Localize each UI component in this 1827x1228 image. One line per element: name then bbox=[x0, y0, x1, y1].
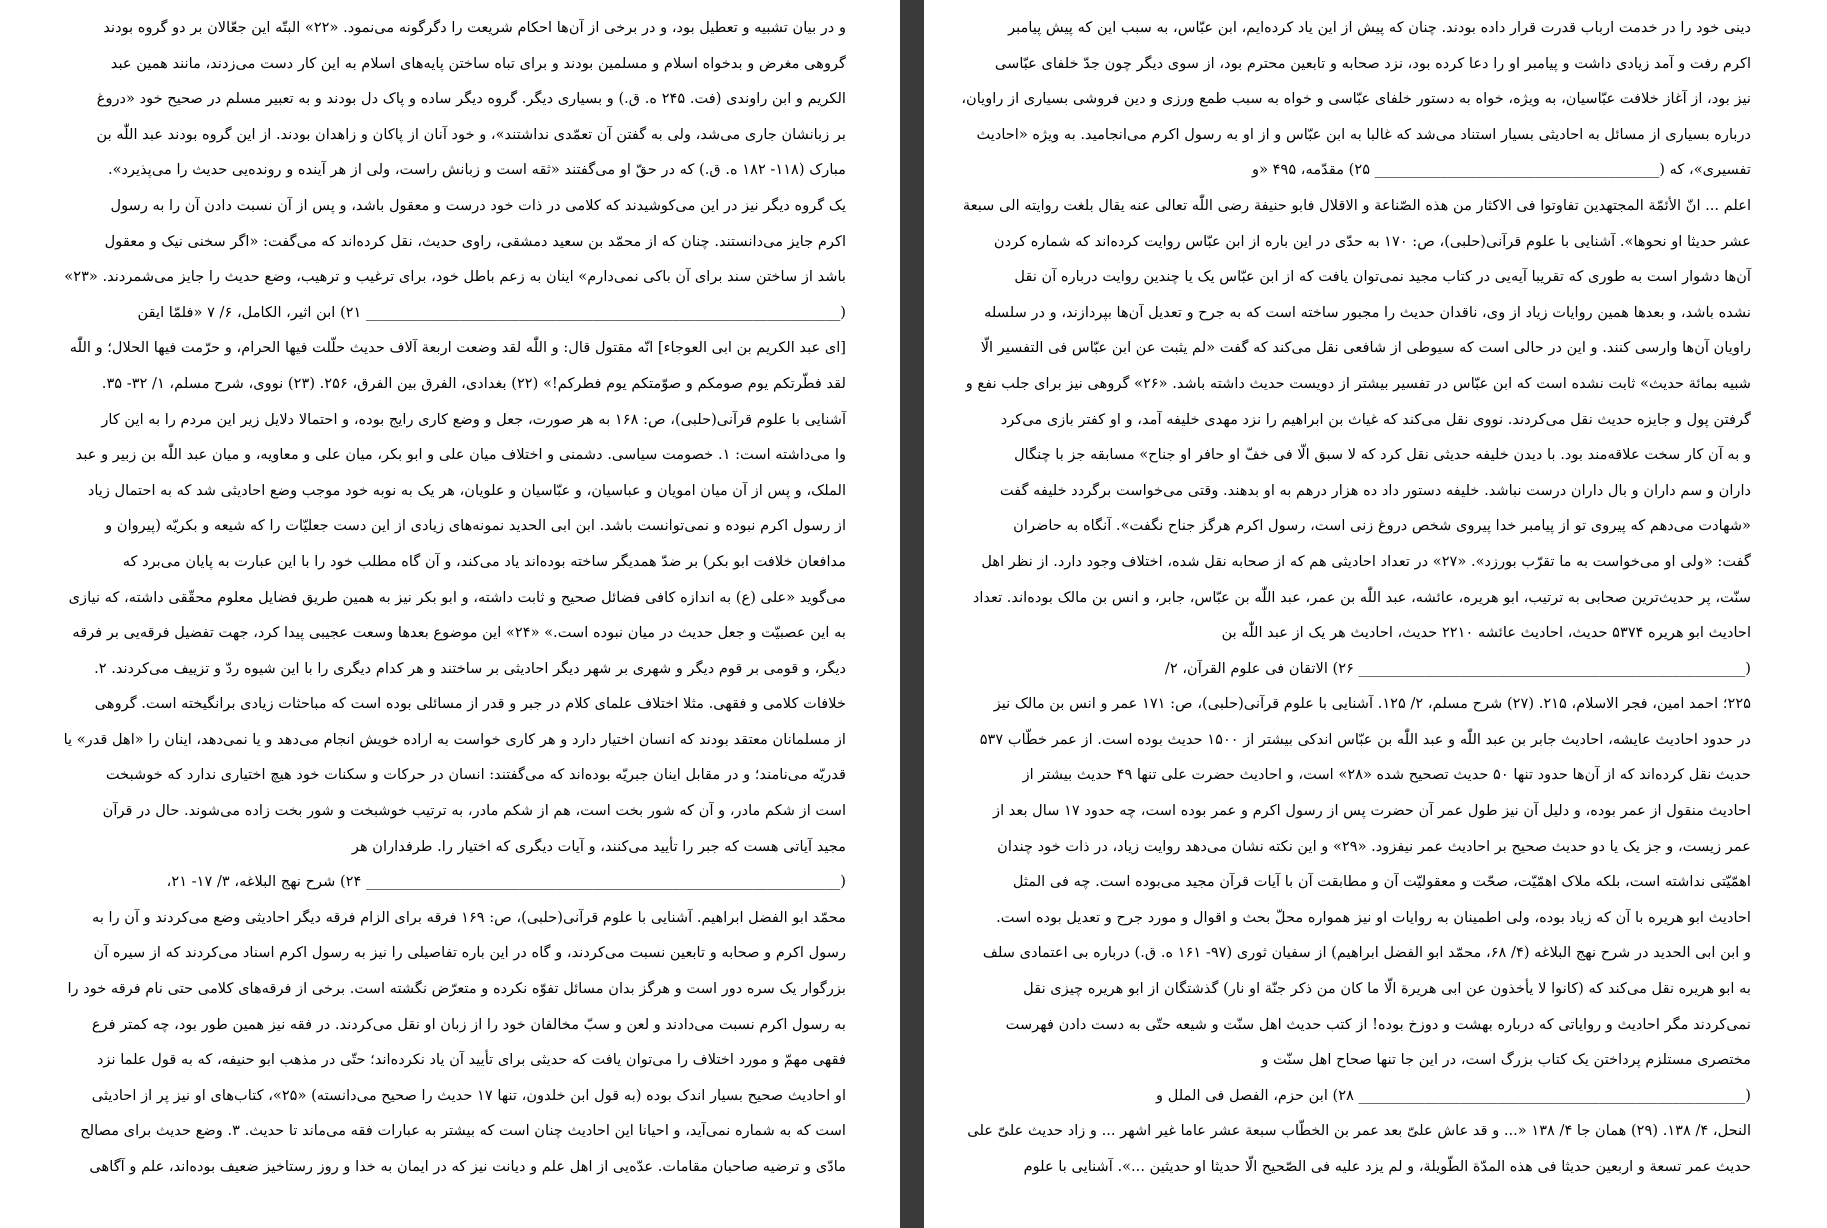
text-line: باشد از ساختن سند برای آن باکی نمی‌دارم» اینان به زعم باطل خود، برای ترغیب و ترهیب، وضع حدیث را جایز می‌شمردند. «۲۳» bbox=[64, 268, 846, 286]
text-line: عشر حدیثا او نحوها». آشنایی با علوم قرآنی(حلبی)، ص: ۱۷۰ به حدّی در این باره از ابن عبّاس روایت کرده‌اند که شماره کردن bbox=[993, 232, 1751, 250]
text-line: بر زبانشان جاری می‌شد، ولی به گفتن آن تعمّدی نداشتند»، و خود آنان از پاکان و زاهدان بودند. از این گروه بودند عبد اللّٰه بن bbox=[96, 125, 846, 143]
text-line: گروهی مغرض و بدخواه اسلام و مسلمین بودند و برای تباه ساختن پایه‌های اسلام به این کار دست می‌زدند، مانند همین عبد bbox=[110, 54, 846, 72]
text-line: (_________________________________________________________________ ۲۱) ابن اثیر، الکامل، ۶/ ۷ «فلمّا ایقن bbox=[137, 303, 846, 321]
text-line: النحل، ۴/ ۱۳۸. (۲۹) همان جا ۴/ ۱۳۸ «... و قد عاش علیّ بعد عمر بن الخطّاب سبعة عشر عاما غیر اشهر ... و زاد حدیث علیّ علی bbox=[967, 1122, 1751, 1140]
right-page bbox=[924, 0, 1827, 1228]
text-line: لقد فطّرتکم یوم صومکم و صوّمتکم یوم فطرکم!» (۲۲) بغدادی، الفرق بین الفرق، ۲۵۶. (۲۳) نووی، شرح مسلم، ۱/ ۳۲- ۳۵. bbox=[101, 374, 846, 392]
text-line: در حدود احادیث عایشه، احادیث جابر بن عبد اللّٰه و عبد اللّٰه بن عبّاس اندکی بیشتر از ۱۵۰۰ حدیث بوده است. از عمر خطّاب ۵۳۷ bbox=[979, 730, 1751, 748]
text-line: از مسلمانان معتقد بودند که انسان اختیار دارد و هر کاری خواست به اراده خویش انجام می‌دهد و یا نمی‌دهد، اینان را «اهل قدر» یا bbox=[63, 730, 846, 748]
text-line: خلافات کلامی و فقهی. مثلا اختلاف علمای کلام در جبر و قدر از مسائلی بوده است که مباحثات زیادی برانگیخته است. گروهی bbox=[94, 695, 846, 713]
text-line: محمّد ابو الفضل ابراهیم. آشنایی با علوم قرآنی(حلبی)، ص: ۱۶۹ فرقه برای الزام فرقه دیگر احادیثی وضع می‌کردند و آن را به bbox=[92, 908, 846, 926]
text-line: اکرم رفت و آمد زیادی داشت و پیامبر او را دعا کرده بود، نزد صحابه و تابعین محترم بود، از سوی دیگر چون جدّ خلفای عبّاسی bbox=[994, 54, 1751, 72]
text-line: رسول اکرم و صحابه و تابعین نسبت می‌کردند، و گاه در این باره تفاصیلی را نیز به رسول اکرم اسناد می‌کردند که از سیره آن bbox=[93, 944, 846, 962]
text-line: دینی خود را در خدمت ارباب قدرت قرار داده بودند. چنان که پیش از این یاد کرده‌ایم، ابن عبّاس، به سبب این که پیش پیامبر bbox=[1008, 19, 1751, 36]
text-line: مادّی و ترضیه صاحبان مقامات. عدّه‌یی از اهل علم و دیانت نیز که در ایمان به خدا و روز رستاخیز ضعیف بوده‌اند، علم و آگاهی bbox=[89, 1158, 846, 1175]
text-line: حدیث عمر تسعة و اربعین حدیثا فی هذه المدّة الطّویلة، و لم یزد علیه فی الصّحیح الّا حدیثا او حدیثین ...». آشنایی با علوم bbox=[1023, 1158, 1751, 1175]
text-line: آن‌ها دشوار است به طوری که تقریبا آیه‌یی در کتاب مجید نمی‌توان یافت که از ابن عبّاس یک یا چندین روایت درباره آن نقل bbox=[1014, 268, 1751, 286]
text-line: او احادیث صحیح بسیار اندک بوده (به قول ابن خلدون، تنها ۱۷ حدیث را صحیح می‌دانسته) «۲۵»، کتاب‌های او نیز پر از احادیثی bbox=[91, 1086, 846, 1104]
text-line: (_____________________________________________________ ۲۸) ابن حزم، الفصل فی الملل و bbox=[1156, 1086, 1751, 1104]
text-line: عمر زیست، و جز یک یا دو حدیث صحیح بر احادیث عمر نیفزود. «۲۹» و این نکته نشان می‌دهد روایت زیاد، در ذات خود چندان bbox=[997, 837, 1751, 855]
text-line: احادیث ابو هریره ۵۳۷۴ حدیث، احادیث عائشه ۲۲۱۰ حدیث، احادیث هر یک از عبد اللّٰه بن bbox=[1221, 624, 1751, 642]
text-line: الکریم و ابن راوندی (فت. ۲۴۵ ه. ق.) و بسیاری دیگر. گروه دیگر ساده و پاک دل بودند و به تعبیر مسلم در صحیح خود «دروغ bbox=[96, 90, 846, 108]
text-line: اعلم ... انّ الأئمّة المجتهدین تفاوتوا فی الاکثار من هذه الصّناعة و الاقلال فابو حنیفة رضی اللّٰه تعالی عنه یقال بلغت روایته الی سبعة bbox=[962, 196, 1751, 214]
page-gutter bbox=[900, 0, 924, 1228]
text-line: مجید آیاتی هست که جبر را تأیید می‌کنند، و آیات دیگری که اختیار را. طرفداران هر bbox=[351, 837, 846, 855]
text-line: درباره بسیاری از مسائل به احادیثی بسیار استناد می‌شد که غالبا به ابن عبّاس و از او به رسول اکرم می‌انجامید. به ویژه «احادیث bbox=[976, 125, 1751, 143]
text-line: مبارک (۱۱۸- ۱۸۲ ه. ق.) که در حقّ او می‌گفتند «ثقه است و زبانش راست، ولی از هر آینده و رونده‌یی حدیث را می‌پذیرد». bbox=[107, 161, 846, 179]
text-line: احادیث ابو هریره با آن که زیاد بوده، ولی اطمینان به روایات او نیز همواره محلّ بحث و اقوال و مورد جرح و تعدیل بوده است. bbox=[996, 908, 1751, 926]
text-line: اهمّیّتی نداشته است، بلکه ملاک اهمّیّت، صحّت و معقولیّت آن و مطابقت آن با آیات قرآن مجید می‌بوده است. چه فی المثل bbox=[1012, 873, 1751, 891]
right-page-text bbox=[961, 10, 1751, 1218]
text-line: می‌گوید «علی (ع) به اندازه کافی فضائل صحیح و ثابت داشته، و ابو بکر نیز به همین طریق فضایل معلوم محقّقی داشته، که نیازی bbox=[68, 588, 846, 606]
text-line: «شهادت می‌دهم که پیروی تو از پیامبر خدا پیروی شخص دروغ زنی است، رسول اکرم هرگز جناح نگفت». آنگاه به حاضران bbox=[1013, 517, 1751, 535]
text-line: دیگر، و قومی بر قوم دیگر و شهری بر شهر دیگر احادیثی بر ساختند و هر کدام دیگری را با این شیوه ردّ و تزییف می‌کردند. ۲. bbox=[94, 659, 846, 677]
text-line: فقهی مهمّ و مورد اختلاف را می‌توان یافت که حدیثی برای تأیید آن یاد نکرده‌اند؛ حتّی در مذهب ابو حنیفه، که به قول علما نزد bbox=[96, 1051, 846, 1069]
text-line: آشنایی با علوم قرآنی(حلبی)، ص: ۱۶۸ به هر صورت، جعل و وضع کاری رایج بوده، و احتمالا دلایل زیر این مردم را به این کار bbox=[101, 410, 846, 428]
text-line: الملک، و پس از آن میان امویان و عباسیان، و عبّاسیان و علویان، هر یک به نوبه خود موجب وضع احادیثی شد که به احتمال زیاد bbox=[87, 481, 846, 499]
text-line: مدافعان خلافت ابو بکر) بر ضدّ همدیگر ساخته بوده‌اند یاد می‌کند، و آن گاه مطلب خود را با این عبارت به پایان می‌برد که bbox=[122, 552, 846, 570]
text-line: نمی‌کردند مگر احادیث و روایاتی که درباره بهشت و دوزخ بوده! از کتب حدیث اهل سنّت و شیعه حتّی به دست دادن فهرست bbox=[1005, 1015, 1751, 1033]
text-line: به ابو هریره نقل می‌کند که (کانوا لا یأخذون عن ابی هریرة الّا ما کان من ذکر جنّة او نار) گذشتگان از ابو هریره چیزی نقل bbox=[1023, 980, 1751, 998]
text-line: مختصری مستلزم پرداختن یک کتاب بزرگ است، در این جا تنها صحاح اهل سنّت و bbox=[1261, 1051, 1751, 1069]
left-page-text bbox=[46, 10, 846, 1218]
text-line: شبیه بمائة حدیث» ثابت نشده است که ابن عبّاس در تفسیر بیشتر از دویست حدیث داشته باشد. «۲۶» گروهی نیز برای جلب نفع و bbox=[965, 374, 1751, 392]
text-line: از رسول اکرم نبوده و نمی‌توانست باشد. ابن ابی الحدید نمونه‌های زیادی از این دست جعلیّات را که شیعه و بکریّه (پیروان و bbox=[105, 517, 846, 535]
text-line: و به آن کار سخت علاقه‌مند بود. با دیدن خلیفه حدیثی نقل کرد که لا سبق الّا فی خفّ او حافر او جناح» مسابقه جز با چنگال bbox=[1014, 446, 1751, 464]
text-line: داران و سم داران و بال داران درست نباشد. خلیفه دستور داد ده هزار درهم به او بدهند. وقتی می‌خواست برگردد خلیفه گفت bbox=[999, 481, 1751, 499]
text-line: یک گروه دیگر نیز در این می‌کوشیدند که کلامی در ذات خود درست و معقول باشد، و پس از آن نسبت دادن آن را به رسول bbox=[110, 196, 846, 214]
text-line: ۲۲۵؛ احمد امین، فجر الاسلام، ۲۱۵. (۲۷) شرح مسلم، ۲/ ۱۲۵. آشنایی با علوم قرآنی(حلبی)، ص: ۱۷۱ عمر و انس بن مالک نیز bbox=[993, 695, 1751, 713]
text-line: نشده باشد، و بعدها همین روایات زیاد از وی، ناقدان حدیث را مجبور ساخته است که به جرح و تعدیل آن‌ها بپردازند، و در سلسله bbox=[984, 303, 1751, 321]
text-line: نیز بود، از آغاز خلافت عبّاسیان، به ویژه، خواه به دستور خلفای عبّاسی و خواه به سبب طمع ورزی و دین فروشی بسیاری از راویان، bbox=[961, 90, 1751, 108]
text-line: به رسول اکرم نسبت می‌دادند و لعن و سبّ مخالفان خود را از زبان او نقل می‌کردند. در فقه نیز همین طور بود، چه کمتر فرع bbox=[91, 1015, 846, 1033]
text-line: گفت: «ولی او می‌خواست به ما تقرّب بورزد». «۲۷» در تعداد احادیثی هم که از صحابه نقل شده، اختلاف وجود دارد. از نظر اهل bbox=[981, 552, 1751, 570]
text-line: و در بیان تشبیه و تعطیل بود، و در برخی از آن‌ها احکام شریعت را دگرگونه می‌نمود. «۲۲» البتّه این جعّالان بر دو گروه بودند bbox=[103, 19, 846, 36]
text-line: راویان آن‌ها وارسی کنند. و این در حالی است که سیوطی از شافعی نقل می‌کند که گفت «لم یثبت عن ابن عبّاس فی التفسیر الّا bbox=[980, 339, 1751, 357]
text-line: است که به شماره نمی‌آید، و احیانا این احادیث چنان است که بیشتر به عبارات فقه می‌ماند تا حدیث. ۳. وضع حدیث برای مصالح bbox=[80, 1122, 846, 1140]
text-line: (_____________________________________________________ ۲۶) الاتقان فی علوم القرآن، ۲/ bbox=[1164, 659, 1751, 677]
left-page bbox=[0, 0, 900, 1228]
text-line: احادیث منقول از عمر بوده، و دلیل آن نیز طول عمر آن حضرت پس از رسول اکرم و عمر بوده است، چه حدود ۱۷ سال بعد از bbox=[993, 802, 1751, 820]
text-line: اکرم جایز می‌دانستند. چنان که از محمّد بن سعید دمشقی، راوی حدیث، نقل کرده‌اند که می‌گفت: «اگر سخنی نیک و معقول bbox=[104, 232, 846, 250]
text-line: تفسیری»، که (_______________________________________ ۲۵) مقدّمه، ۴۹۵ «و bbox=[1252, 161, 1751, 179]
text-line: و ابن ابی الحدید در شرح نهج البلاغه (۴/ ۶۸، محمّد ابو الفضل ابراهیم) از سفیان ثوری (۹۷- ۱۶۱ ه. ق.) درباره بی اعتمادی سلف bbox=[982, 944, 1751, 962]
text-line: وا می‌داشته است: ۱. خصومت سیاسی. دشمنی و اختلاف میان علی و ابو بکر، میان علی و معاویه، و میان عبد اللّٰه بن زبیر و عبد bbox=[75, 446, 846, 464]
text-line: بزرگوار یک سره دور است و هرگز بدان مسائل تفوّه نکرده و متعرّض نگشته است. برخی از فرقه‌های کلامی حتی نام فرقه خود را bbox=[67, 980, 846, 998]
text-line: سنّت، پر حدیث‌ترین صحابی به ترتیب، ابو هریره، عائشه، عبد اللّٰه بن عمر، عبد اللّٰه بن عبّاس، جابر، و انس بن مالک بوده‌اند. تعداد bbox=[972, 588, 1751, 606]
text-line: است از شکم مادر، و آن که شور بخت است، هم از شکم مادر، به ترتیب خوشبخت و شور بخت زاده می‌شوند. حال در قرآن bbox=[102, 802, 846, 820]
text-line: به این عصبیّت و جعل حدیث در میان نبوده است.» «۲۴» این موضوع بعدها وسعت عجیبی پیدا کرد، جهت تفضیل فرقه‌یی بر فرقه bbox=[72, 624, 846, 642]
text-line: حدیث نقل کرده‌اند که از آن‌ها حدود تنها ۵۰ حدیث تصحیح شده «۲۸» است، و احادیث حضرت علی تنها ۴۹ حدیث بیشتر از bbox=[1022, 766, 1751, 784]
text-line: گرفتن پول و جایزه حدیث نقل می‌کردند. نووی نقل می‌کند که غیاث بن ابراهیم را نزد مهدی خلیفه آمد، و او کفتر بازی می‌کرد bbox=[1000, 410, 1751, 428]
text-line: (_________________________________________________________________ ۲۴) شرح نهج البلاغه، ۳/ ۱۷- ۲۱، bbox=[166, 873, 846, 891]
text-line: قدریّه می‌نامند؛ و در مقابل اینان جبریّه بوده‌اند که می‌گفتند: انسان در حرکات و سکنات خود هیچ اختیاری ندارد که خوشبخت bbox=[105, 766, 846, 784]
text-line: [ای عبد الکریم بن ابی العوجاء] انّه مقتول قال: و اللّٰه لقد وضعت اربعة آلاف حدیث حلّلت فیها الحرام، و حرّمت فیها الحلال؛ و اللّٰه bbox=[69, 339, 846, 357]
